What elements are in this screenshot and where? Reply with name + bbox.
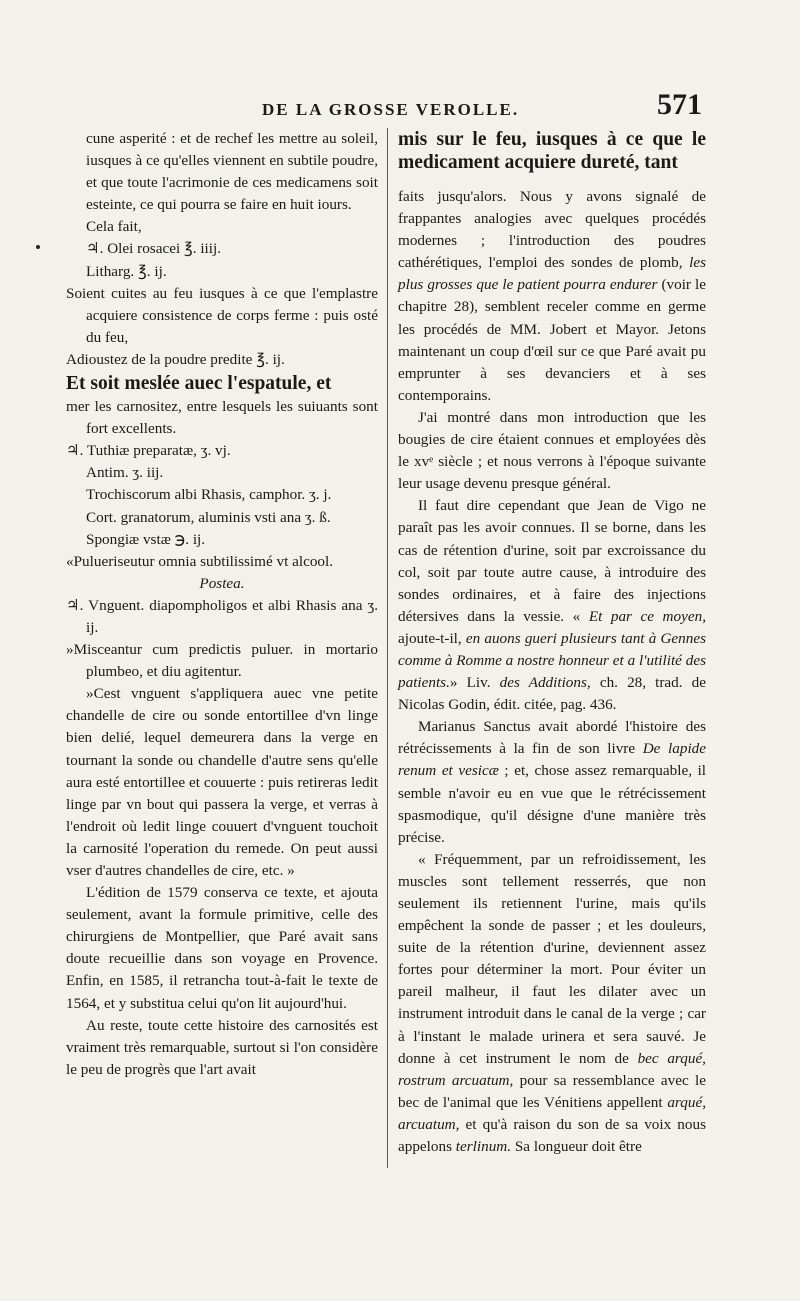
paragraph bbox=[398, 128, 706, 174]
text-span: ajoute-t-il, bbox=[398, 629, 466, 647]
paragraph bbox=[398, 407, 706, 495]
italic-span: arqué, arcuatum, bbox=[398, 1093, 706, 1133]
paragraph bbox=[66, 551, 378, 573]
text-span: Cela fait, bbox=[86, 218, 142, 236]
text-span: ; et, chose assez remarquable, il semble n'avoir eu en vue que le rétrécissement spasmodique, qu'il désigne d'une manière très précise. bbox=[398, 762, 707, 846]
text-span: » Liv. bbox=[449, 674, 500, 692]
text-span: ♃. Vnguent. diapompholigos et albi Rhasis ana ʒ. ij. bbox=[66, 596, 378, 636]
paragraph bbox=[66, 396, 378, 440]
text-span: Antim. ʒ. iij. bbox=[86, 464, 164, 482]
text-span: cune asperité : et de rechef les mettre au soleil, iusques à ce qu'elles viennent en subtile poudre, et que toute l'acrimonie de ces medicamens soit esteinte, ce qui pourra se faire en huit iours. bbox=[86, 130, 378, 214]
text-span: Au reste, toute cette histoire des carnosités est vraiment très remarquable, surtout si l'on considère le peu de progrès que l'art avait bbox=[66, 1016, 378, 1078]
paragraph bbox=[66, 238, 378, 260]
text-span: Et soit meslée auec l'espatule, et bbox=[66, 373, 332, 395]
text-span: ♃. Olei rosacei ℥. iiij. bbox=[86, 240, 221, 258]
text-span: ch. 28, trad. de Nicolas Godin, édit. citée, pag. 436. bbox=[398, 674, 707, 714]
paragraph bbox=[66, 507, 378, 529]
paragraph bbox=[66, 261, 378, 283]
paragraph bbox=[66, 462, 378, 484]
italic-span: des Additions, bbox=[499, 674, 591, 692]
paragraph bbox=[66, 128, 378, 216]
text-span: « Fréquemment, par un refroidissement, les muscles sont tellement resserrés, que non seulement ils retiennent l'urine, mais qu'ils empêchent la sonde de passer ; et les douleurs, suite de la rétention d'urine, deviennent assez fortes pour déterminer la mort. Pour éviter un pareil malheur, il faut les dilater avec un instrument introduit dans le canal de la verge ; car à l'instant le malade urinera et sera sauvé. Je donne à cet instrument le nom de bbox=[398, 850, 706, 1067]
page-number: 571 bbox=[657, 88, 702, 121]
paragraph bbox=[66, 639, 378, 683]
paragraph bbox=[398, 716, 706, 849]
italic-span: les plus grosses que le patient pourra endurer bbox=[398, 254, 706, 294]
text-span: «Pulueriseutur omnia subtilissimé vt alcool. bbox=[66, 552, 334, 570]
paragraph bbox=[66, 440, 378, 462]
text-span: et qu'à raison du son de sa voix nous appelons bbox=[398, 1115, 706, 1156]
text-span: faits jusqu'alors. Nous y avons signalé de frappantes analogies avec quelques procédés modernes ; l'introduction des poudres cathérétiques, l'emploi des sondes de plomb, bbox=[398, 188, 706, 272]
italic-span: De lapide renum et vesicæ bbox=[398, 740, 706, 780]
paragraph bbox=[398, 186, 706, 407]
column-rule bbox=[387, 128, 388, 1168]
text-span: pour sa ressemblance avec le bec de l'animal que les Vénitiens appellent bbox=[398, 1071, 706, 1111]
text-span: mis sur le feu, iusques à ce que le medicament acquiere dureté, tant bbox=[398, 129, 706, 173]
paragraph bbox=[66, 683, 378, 882]
text-span: Sa longueur doit être bbox=[511, 1138, 642, 1156]
italic-span: bec arqué, rostrum arcuatum, bbox=[398, 1049, 706, 1089]
text-span: Litharg. ℥. ij. bbox=[86, 262, 167, 280]
text-span: (voir le chapitre 28), semblent receler comme en germe les procédés de MM. Jobert et Mayor. Jetons maintenant un coup d'œil sur ce que Paré avait pu emprunter à ses devanciers et à ses contemporains. bbox=[398, 276, 707, 404]
paragraph bbox=[66, 216, 378, 238]
running-head: DE LA GROSSE VEROLLE. bbox=[262, 100, 520, 119]
left-column bbox=[66, 128, 378, 1081]
paragraph bbox=[66, 595, 378, 639]
paragraph bbox=[66, 371, 378, 396]
text-span: Postea. bbox=[199, 574, 245, 592]
ink-mark bbox=[36, 245, 40, 249]
text-span: ♃. Tuthiæ preparatæ, ʒ. vj. bbox=[66, 442, 231, 460]
text-span: mer les carnositez, entre lesquels les suiuants sont fort excellents. bbox=[66, 398, 378, 438]
text-span: »Misceantur cum predictis puluer. in mortario plumbeo, et diu agitentur. bbox=[66, 641, 378, 681]
text-span: Trochiscorum albi Rhasis, camphor. ʒ. j. bbox=[86, 486, 332, 504]
paragraph bbox=[66, 882, 378, 1015]
right-column bbox=[398, 128, 706, 1158]
text-span: Cort. granatorum, aluminis vsti ana ʒ. ß. bbox=[86, 508, 331, 526]
paragraph bbox=[66, 283, 378, 349]
text-span: Adioustez de la poudre predite ℥. ij. bbox=[66, 350, 285, 368]
text-span: Marianus Sanctus avait abordé l'histoire des rétrécissements à la fin de son livre bbox=[398, 718, 706, 758]
paragraph bbox=[398, 495, 706, 716]
text-span: Il faut dire cependant que Jean de Vigo ne paraît pas les avoir connues. Il se borne, dans les cas de rétention d'urine, soit par excroissance du col, soit par toute autre cause, à introduire des sondes ordinaires, et à faire des injections détersives dans la vessie. « bbox=[398, 497, 706, 625]
italic-span: terlinum. bbox=[455, 1138, 512, 1156]
italic-span: en auons gueri plusieurs tant à Gennes comme à Romme a nostre honneur et a l'utilité des patients. bbox=[398, 629, 707, 692]
text-span: Soient cuites au feu iusques à ce que l'emplastre acquiere consistence de corps ferme : puis osté du feu, bbox=[66, 284, 378, 346]
paragraph bbox=[66, 349, 378, 371]
text-span: Spongiæ vstæ ℈. ij. bbox=[86, 530, 206, 548]
paragraph bbox=[66, 484, 378, 506]
paragraph bbox=[398, 849, 706, 1158]
text-span: »Cest vnguent s'appliquera auec vne petite chandelle de cire ou sonde entortillee d'vn linge bien delié, lequel demeurera dans la verge en tournant la sonde ou chandelle d'autre sens qu'elle aura esté entortillee et couuerte : puis retireras ledit linge par vn bout qui passera la verge, et verras à l'endroit où ledit linge couuert d'vnguent touchoit la carnosité l'operation du remede. On peut aussi vser d'autres chandelles de cire, etc. » bbox=[66, 685, 378, 879]
italic-span: Et par ce moyen, bbox=[588, 607, 706, 625]
paragraph bbox=[66, 529, 378, 551]
paragraph bbox=[66, 573, 378, 595]
text-span: L'édition de 1579 conserva ce texte, et ajouta seulement, avant la formule primitive, celle des chirurgiens de Montpellier, que Paré avait sans doute recueillie dans son voyage en Provence. Enfin, en 1585, il retrancha tout-à-fait le texte de 1564, et y substitua celui qu'on lit aujourd'hui. bbox=[66, 884, 378, 1012]
paragraph bbox=[66, 1015, 378, 1081]
text-span: J'ai montré dans mon introduction que les bougies de cire étaient connues et employées dès le xvᵉ siècle ; et nous verrons à l'époque suivante leur usage devenu presque général. bbox=[398, 408, 706, 493]
